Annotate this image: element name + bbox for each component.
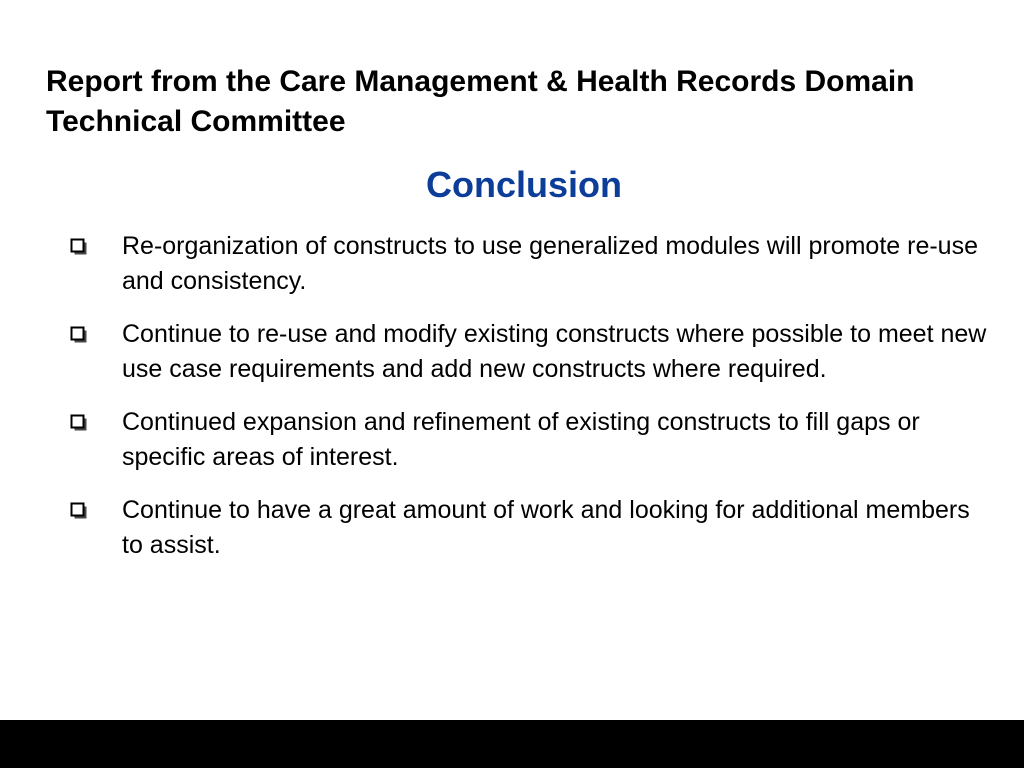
hollow-square-bullet-icon — [70, 235, 90, 259]
bullet-list — [70, 229, 990, 581]
slide-title: Report from the Care Management & Health Records Domain Technical Committee — [46, 65, 915, 138]
hollow-square-bullet-icon — [70, 411, 90, 435]
hollow-square-bullet-icon — [70, 499, 90, 523]
bullet-text: Continue to have a great amount of work and looking for additional members to assist. — [122, 496, 970, 559]
bullet-item — [70, 229, 990, 299]
bullet-text: Continue to re-use and modify existing constructs where possible to meet new use case requirements and add new constructs where required. — [122, 320, 987, 383]
footer-bar — [0, 720, 1024, 768]
bullet-item — [70, 405, 990, 475]
bullet-text: Continued expansion and refinement of existing constructs to fill gaps or specific areas of interest. — [122, 408, 920, 471]
hollow-square-bullet-icon — [70, 323, 90, 347]
slide-subtitle: Conclusion — [426, 164, 622, 205]
bullet-item — [70, 317, 990, 387]
bullet-text: Re-organization of constructs to use generalized modules will promote re-use and consistency. — [122, 232, 978, 295]
bullet-item — [70, 493, 990, 563]
